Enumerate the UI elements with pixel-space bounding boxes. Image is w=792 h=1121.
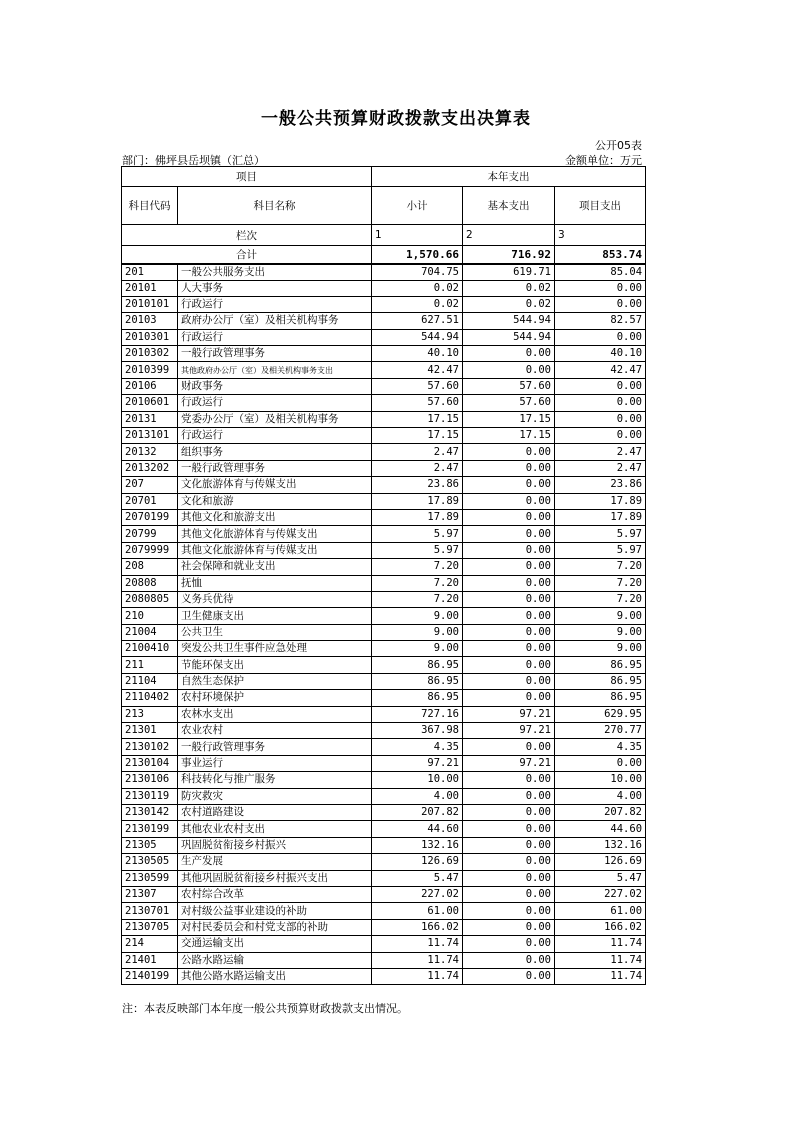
- header-subtotal: 小计: [372, 187, 463, 225]
- column-order-label: 栏次: [122, 225, 372, 246]
- row-project: 7.20: [555, 559, 646, 575]
- row-code: 2010301: [122, 329, 178, 345]
- row-project: 61.00: [555, 903, 646, 919]
- row-name: 农业农村: [178, 723, 372, 739]
- row-subtotal: 86.95: [372, 657, 463, 673]
- row-basic: 0.00: [463, 837, 555, 853]
- header-current-year: 本年支出: [372, 167, 646, 187]
- row-project: 10.00: [555, 772, 646, 788]
- unit-label: 金额单位：万元: [565, 154, 642, 167]
- row-project: 2.47: [555, 444, 646, 460]
- row-code: 210: [122, 608, 178, 624]
- row-basic: 0.00: [463, 542, 555, 558]
- row-code: 2130505: [122, 854, 178, 870]
- row-basic: 0.02: [463, 296, 555, 312]
- row-code: 2010101: [122, 296, 178, 312]
- row-project: 5.97: [555, 526, 646, 542]
- row-subtotal: 61.00: [372, 903, 463, 919]
- row-project: 0.00: [555, 378, 646, 394]
- table-row: [122, 624, 646, 640]
- row-code: 208: [122, 559, 178, 575]
- row-subtotal: 86.95: [372, 673, 463, 689]
- row-project: 7.20: [555, 575, 646, 591]
- row-subtotal: 0.02: [372, 296, 463, 312]
- row-subtotal: 132.16: [372, 837, 463, 853]
- row-code: 21301: [122, 723, 178, 739]
- row-name: 公共卫生: [178, 624, 372, 640]
- row-name: 义务兵优待: [178, 591, 372, 607]
- row-basic: 0.00: [463, 821, 555, 837]
- row-basic: 544.94: [463, 313, 555, 329]
- table-row: [122, 509, 646, 525]
- row-basic: 57.60: [463, 395, 555, 411]
- row-name: 公路水路运输: [178, 952, 372, 968]
- header-name: 科目名称: [178, 187, 372, 225]
- row-code: 2100410: [122, 641, 178, 657]
- row-code: 20701: [122, 493, 178, 509]
- row-subtotal: 40.10: [372, 346, 463, 362]
- row-basic: 0.00: [463, 444, 555, 460]
- row-project: 4.00: [555, 788, 646, 804]
- row-project: 126.69: [555, 854, 646, 870]
- row-name: 一般行政管理事务: [178, 460, 372, 476]
- row-code: 2130599: [122, 870, 178, 886]
- header-row-2: [122, 187, 646, 225]
- row-basic: 0.00: [463, 575, 555, 591]
- row-project: 82.57: [555, 313, 646, 329]
- row-code: 21104: [122, 673, 178, 689]
- row-name: 行政运行: [178, 395, 372, 411]
- row-code: 20132: [122, 444, 178, 460]
- row-subtotal: 42.47: [372, 362, 463, 378]
- row-code: 2079999: [122, 542, 178, 558]
- table-row: [122, 542, 646, 558]
- row-code: 2130102: [122, 739, 178, 755]
- table-row: [122, 739, 646, 755]
- row-name: 其他文化旅游体育与传媒支出: [178, 526, 372, 542]
- row-code: 2130119: [122, 788, 178, 804]
- row-project: 270.77: [555, 723, 646, 739]
- row-code: 201: [122, 264, 178, 281]
- row-subtotal: 11.74: [372, 936, 463, 952]
- total-subtotal: 1,570.66: [372, 246, 463, 264]
- row-basic: 0.00: [463, 919, 555, 935]
- row-subtotal: 207.82: [372, 805, 463, 821]
- table-row: [122, 460, 646, 476]
- row-subtotal: 17.89: [372, 509, 463, 525]
- row-basic: 0.00: [463, 346, 555, 362]
- row-subtotal: 727.16: [372, 706, 463, 722]
- row-subtotal: 7.20: [372, 559, 463, 575]
- row-subtotal: 11.74: [372, 952, 463, 968]
- table-row: [122, 854, 646, 870]
- table-row: [122, 821, 646, 837]
- footnote: 注：本表反映部门本年度一般公共预算财政拨款支出情况。: [122, 1002, 408, 1015]
- row-basic: 0.00: [463, 591, 555, 607]
- table-row: [122, 755, 646, 771]
- table-row: [122, 329, 646, 345]
- department-label: 部门：佛坪县岳坝镇（汇总）: [122, 154, 265, 167]
- table-row: [122, 690, 646, 706]
- row-name: 农村环境保护: [178, 690, 372, 706]
- row-name: 自然生态保护: [178, 673, 372, 689]
- row-subtotal: 4.00: [372, 788, 463, 804]
- row-project: 132.16: [555, 837, 646, 853]
- row-code: 213: [122, 706, 178, 722]
- row-basic: 0.00: [463, 788, 555, 804]
- row-basic: 0.00: [463, 870, 555, 886]
- row-subtotal: 17.15: [372, 411, 463, 427]
- row-code: 2140199: [122, 968, 178, 984]
- row-name: 社会保障和就业支出: [178, 559, 372, 575]
- row-project: 0.00: [555, 411, 646, 427]
- table-row: [122, 772, 646, 788]
- row-subtotal: 4.35: [372, 739, 463, 755]
- row-project: 86.95: [555, 673, 646, 689]
- row-project: 11.74: [555, 936, 646, 952]
- row-basic: 0.00: [463, 477, 555, 493]
- table-row: [122, 837, 646, 853]
- row-project: 40.10: [555, 346, 646, 362]
- row-project: 227.02: [555, 886, 646, 902]
- row-basic: 0.00: [463, 936, 555, 952]
- table-row: [122, 444, 646, 460]
- row-name: 其他公路水路运输支出: [178, 968, 372, 984]
- row-project: 85.04: [555, 264, 646, 281]
- row-project: 11.74: [555, 968, 646, 984]
- row-subtotal: 544.94: [372, 329, 463, 345]
- row-project: 9.00: [555, 608, 646, 624]
- row-project: 0.00: [555, 280, 646, 296]
- row-code: 20131: [122, 411, 178, 427]
- row-basic: 0.00: [463, 460, 555, 476]
- row-project: 2.47: [555, 460, 646, 476]
- row-project: 0.00: [555, 296, 646, 312]
- header-item: 项目: [122, 167, 372, 187]
- row-basic: 97.21: [463, 723, 555, 739]
- column-order-2: 2: [463, 225, 555, 246]
- row-subtotal: 57.60: [372, 395, 463, 411]
- table-row: [122, 723, 646, 739]
- row-name: 节能环保支出: [178, 657, 372, 673]
- row-name: 事业运行: [178, 755, 372, 771]
- row-project: 5.47: [555, 870, 646, 886]
- row-project: 5.97: [555, 542, 646, 558]
- table-row: [122, 641, 646, 657]
- row-basic: 97.21: [463, 706, 555, 722]
- row-name: 交通运输支出: [178, 936, 372, 952]
- table-row: [122, 919, 646, 935]
- row-project: 0.00: [555, 395, 646, 411]
- row-name: 对村级公益事业建设的补助: [178, 903, 372, 919]
- row-project: 23.86: [555, 477, 646, 493]
- row-name: 行政运行: [178, 329, 372, 345]
- row-code: 21401: [122, 952, 178, 968]
- row-name: 农村综合改革: [178, 886, 372, 902]
- table-row: [122, 395, 646, 411]
- row-basic: 0.00: [463, 493, 555, 509]
- row-subtotal: 2.47: [372, 444, 463, 460]
- row-subtotal: 57.60: [372, 378, 463, 394]
- row-project: 0.00: [555, 755, 646, 771]
- row-code: 2080805: [122, 591, 178, 607]
- total-label: 合计: [122, 246, 372, 264]
- table-row: [122, 313, 646, 329]
- row-code: 21307: [122, 886, 178, 902]
- budget-table: [121, 166, 646, 985]
- header-basic: 基本支出: [463, 187, 555, 225]
- table-row: [122, 788, 646, 804]
- row-name: 其他巩固脱贫衔接乡村振兴支出: [178, 870, 372, 886]
- row-code: 2110402: [122, 690, 178, 706]
- column-order-row: [122, 225, 646, 246]
- row-basic: 0.00: [463, 657, 555, 673]
- row-name: 文化旅游体育与传媒支出: [178, 477, 372, 493]
- row-subtotal: 97.21: [372, 755, 463, 771]
- row-code: 2070199: [122, 509, 178, 525]
- row-basic: 0.00: [463, 624, 555, 640]
- row-name: 财政事务: [178, 378, 372, 394]
- row-subtotal: 9.00: [372, 641, 463, 657]
- row-name: 其他政府办公厅（室）及相关机构事务支出: [178, 362, 372, 378]
- row-code: 2010399: [122, 362, 178, 378]
- table-row: [122, 805, 646, 821]
- row-basic: 0.00: [463, 641, 555, 657]
- row-basic: 57.60: [463, 378, 555, 394]
- form-code: 公开05表: [595, 139, 642, 152]
- table-row: [122, 346, 646, 362]
- row-subtotal: 704.75: [372, 264, 463, 281]
- row-name: 人大事务: [178, 280, 372, 296]
- row-subtotal: 23.86: [372, 477, 463, 493]
- row-code: 2013202: [122, 460, 178, 476]
- row-basic: 0.00: [463, 805, 555, 821]
- row-basic: 0.00: [463, 952, 555, 968]
- row-basic: 544.94: [463, 329, 555, 345]
- column-order-3: 3: [555, 225, 646, 246]
- row-basic: 619.71: [463, 264, 555, 281]
- row-subtotal: 9.00: [372, 624, 463, 640]
- table-row: [122, 264, 646, 281]
- row-name: 文化和旅游: [178, 493, 372, 509]
- row-subtotal: 9.00: [372, 608, 463, 624]
- row-project: 86.95: [555, 690, 646, 706]
- row-name: 党委办公厅（室）及相关机构事务: [178, 411, 372, 427]
- row-basic: 0.00: [463, 362, 555, 378]
- row-name: 一般行政管理事务: [178, 346, 372, 362]
- row-basic: 0.00: [463, 690, 555, 706]
- table-row: [122, 936, 646, 952]
- row-name: 卫生健康支出: [178, 608, 372, 624]
- row-project: 207.82: [555, 805, 646, 821]
- row-code: 21004: [122, 624, 178, 640]
- row-name: 防灾救灾: [178, 788, 372, 804]
- row-name: 行政运行: [178, 428, 372, 444]
- table-row: [122, 526, 646, 542]
- row-subtotal: 7.20: [372, 591, 463, 607]
- row-name: 一般公共服务支出: [178, 264, 372, 281]
- row-basic: 0.00: [463, 509, 555, 525]
- header-row-1: [122, 167, 646, 187]
- row-basic: 0.00: [463, 968, 555, 984]
- row-subtotal: 17.89: [372, 493, 463, 509]
- row-basic: 0.02: [463, 280, 555, 296]
- header-project: 项目支出: [555, 187, 646, 225]
- row-subtotal: 10.00: [372, 772, 463, 788]
- total-project: 853.74: [555, 246, 646, 264]
- row-code: 20103: [122, 313, 178, 329]
- row-basic: 0.00: [463, 673, 555, 689]
- table-row: [122, 608, 646, 624]
- row-code: 2130705: [122, 919, 178, 935]
- row-name: 农村道路建设: [178, 805, 372, 821]
- row-project: 4.35: [555, 739, 646, 755]
- row-basic: 0.00: [463, 739, 555, 755]
- row-code: 20799: [122, 526, 178, 542]
- row-code: 2010302: [122, 346, 178, 362]
- row-basic: 0.00: [463, 608, 555, 624]
- row-name: 抚恤: [178, 575, 372, 591]
- column-order-1: 1: [372, 225, 463, 246]
- row-code: 2010601: [122, 395, 178, 411]
- row-name: 其他农业农村支出: [178, 821, 372, 837]
- row-subtotal: 227.02: [372, 886, 463, 902]
- row-name: 科技转化与推广服务: [178, 772, 372, 788]
- row-project: 42.47: [555, 362, 646, 378]
- row-basic: 97.21: [463, 755, 555, 771]
- header-code: 科目代码: [122, 187, 178, 225]
- row-project: 7.20: [555, 591, 646, 607]
- table-row: [122, 493, 646, 509]
- row-code: 2130199: [122, 821, 178, 837]
- table-row: [122, 378, 646, 394]
- row-name: 行政运行: [178, 296, 372, 312]
- table-row: [122, 296, 646, 312]
- row-name: 对村民委员会和村党支部的补助: [178, 919, 372, 935]
- row-project: 166.02: [555, 919, 646, 935]
- row-name: 其他文化旅游体育与传媒支出: [178, 542, 372, 558]
- table-row: [122, 591, 646, 607]
- row-code: 20106: [122, 378, 178, 394]
- row-project: 9.00: [555, 641, 646, 657]
- row-basic: 0.00: [463, 886, 555, 902]
- row-project: 11.74: [555, 952, 646, 968]
- table-row: [122, 657, 646, 673]
- table-row: [122, 886, 646, 902]
- row-subtotal: 7.20: [372, 575, 463, 591]
- table-row: [122, 903, 646, 919]
- row-code: 2013101: [122, 428, 178, 444]
- row-code: 20808: [122, 575, 178, 591]
- row-project: 86.95: [555, 657, 646, 673]
- total-row: [122, 246, 646, 264]
- table-row: [122, 575, 646, 591]
- table-row: [122, 559, 646, 575]
- row-project: 44.60: [555, 821, 646, 837]
- row-subtotal: 126.69: [372, 854, 463, 870]
- row-subtotal: 627.51: [372, 313, 463, 329]
- row-project: 9.00: [555, 624, 646, 640]
- row-subtotal: 2.47: [372, 460, 463, 476]
- row-subtotal: 5.47: [372, 870, 463, 886]
- row-code: 20101: [122, 280, 178, 296]
- table-row: [122, 952, 646, 968]
- row-code: 214: [122, 936, 178, 952]
- row-subtotal: 11.74: [372, 968, 463, 984]
- table-row: [122, 411, 646, 427]
- row-subtotal: 5.97: [372, 542, 463, 558]
- row-code: 2130701: [122, 903, 178, 919]
- row-basic: 0.00: [463, 903, 555, 919]
- row-name: 政府办公厅（室）及相关机构事务: [178, 313, 372, 329]
- row-code: 211: [122, 657, 178, 673]
- row-subtotal: 0.02: [372, 280, 463, 296]
- total-basic: 716.92: [463, 246, 555, 264]
- row-basic: 17.15: [463, 411, 555, 427]
- table-row: [122, 362, 646, 378]
- row-subtotal: 86.95: [372, 690, 463, 706]
- table-row: [122, 968, 646, 984]
- table-row: [122, 477, 646, 493]
- row-subtotal: 367.98: [372, 723, 463, 739]
- row-basic: 17.15: [463, 428, 555, 444]
- row-subtotal: 17.15: [372, 428, 463, 444]
- page-title: 一般公共预算财政拨款支出决算表: [261, 109, 531, 129]
- row-name: 其他文化和旅游支出: [178, 509, 372, 525]
- table-row: [122, 706, 646, 722]
- row-code: 207: [122, 477, 178, 493]
- table-row: [122, 280, 646, 296]
- row-project: 0.00: [555, 428, 646, 444]
- row-name: 巩固脱贫衔接乡村振兴: [178, 837, 372, 853]
- row-basic: 0.00: [463, 854, 555, 870]
- row-project: 629.95: [555, 706, 646, 722]
- row-project: 17.89: [555, 493, 646, 509]
- row-basic: 0.00: [463, 559, 555, 575]
- row-basic: 0.00: [463, 772, 555, 788]
- row-name: 突发公共卫生事件应急处理: [178, 641, 372, 657]
- row-code: 2130106: [122, 772, 178, 788]
- row-name: 农林水支出: [178, 706, 372, 722]
- row-subtotal: 5.97: [372, 526, 463, 542]
- row-name: 一般行政管理事务: [178, 739, 372, 755]
- row-code: 2130104: [122, 755, 178, 771]
- row-code: 2130142: [122, 805, 178, 821]
- row-code: 21305: [122, 837, 178, 853]
- row-name: 组织事务: [178, 444, 372, 460]
- row-name: 生产发展: [178, 854, 372, 870]
- table-row: [122, 428, 646, 444]
- row-subtotal: 166.02: [372, 919, 463, 935]
- row-subtotal: 44.60: [372, 821, 463, 837]
- row-project: 17.89: [555, 509, 646, 525]
- table-row: [122, 870, 646, 886]
- table-row: [122, 673, 646, 689]
- row-basic: 0.00: [463, 526, 555, 542]
- row-project: 0.00: [555, 329, 646, 345]
